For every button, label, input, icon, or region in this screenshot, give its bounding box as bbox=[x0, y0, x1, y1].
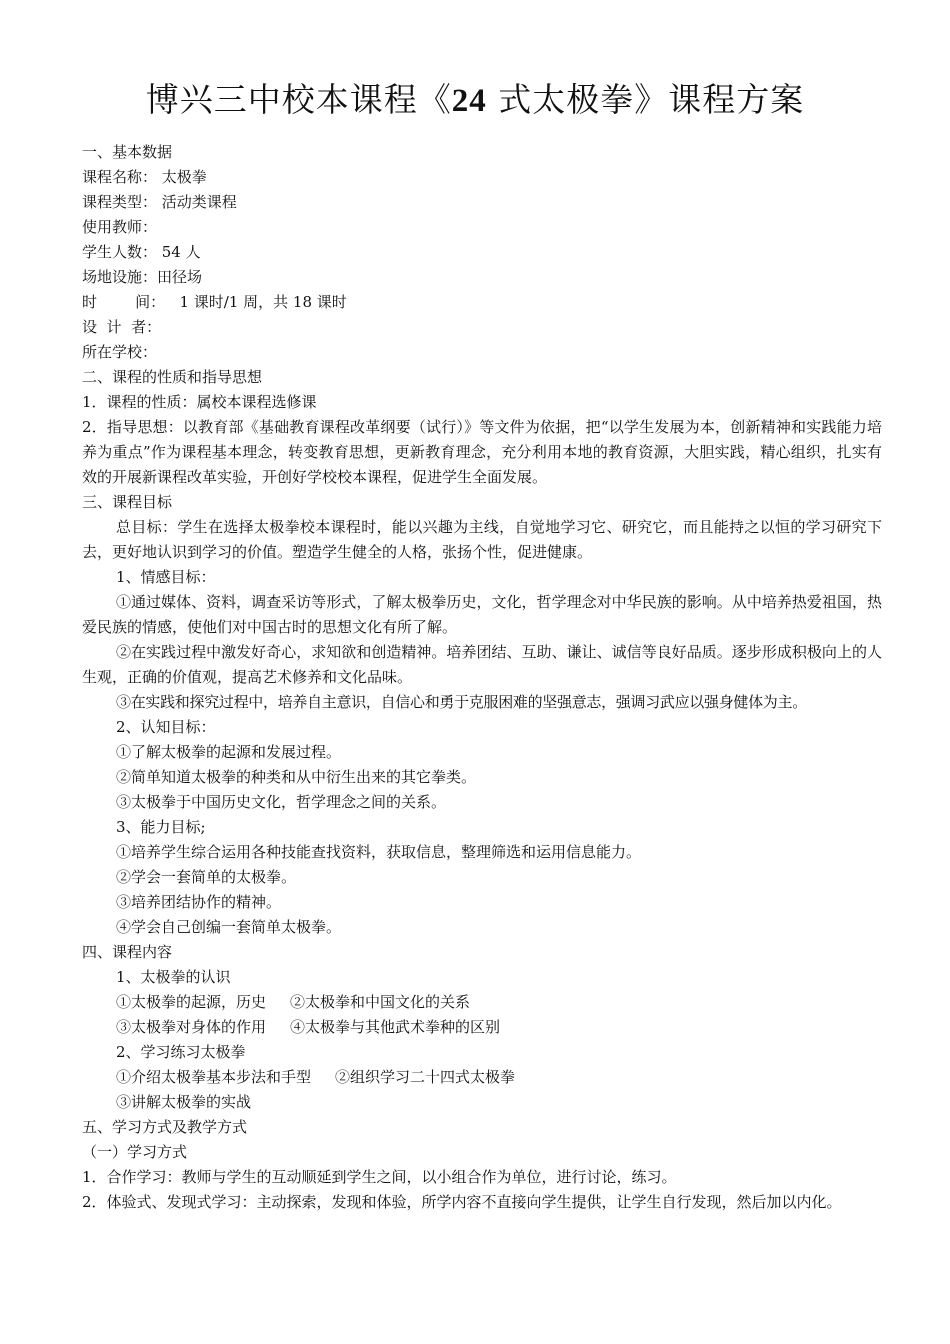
title-suffix: 式太极拳》课程方案 bbox=[486, 80, 805, 119]
content-item-row bbox=[82, 990, 882, 1015]
content-item: ①太极拳的起源，历史 bbox=[116, 993, 267, 1011]
subsection-heading-learning: （一）学习方式 bbox=[82, 1143, 188, 1161]
cognitive-goal-item: ②简单知道太极拳的种类和从中衍生出来的其它拳类。 bbox=[116, 768, 477, 786]
section-heading-methods: 五、学习方式及教学方式 bbox=[82, 1118, 248, 1136]
overall-goal-paragraph: 总目标：学生在选择太极拳校本课程时，能以兴趣为主线，自觉地学习它、研究它，而且能持之以恒的学习研究下去，更好地认识到学习的价值。塑造学生健全的人格，张扬个性，促进健康。 bbox=[82, 518, 882, 561]
content-item: ②太极拳和中国文化的关系 bbox=[290, 993, 471, 1011]
ability-goal-heading: 3、能力目标; bbox=[116, 818, 206, 836]
emotion-goal-heading: 1、情感目标： bbox=[116, 568, 216, 586]
teacher-row: 使用教师： bbox=[82, 218, 158, 236]
content-item-row bbox=[82, 1065, 882, 1090]
content-item-row bbox=[82, 1015, 882, 1040]
document-title bbox=[0, 76, 950, 125]
content-item: ③讲解太极拳的实战 bbox=[116, 1093, 252, 1111]
school-row: 所在学校： bbox=[82, 343, 158, 361]
students-row: 学生人数： 54 人 bbox=[82, 243, 201, 261]
learning-method-item: 2．体验式、发现式学习：主动探索，发现和体验，所学内容不直接向学生提供，让学生自行发现，然后加以内化。 bbox=[82, 1193, 842, 1211]
section-heading-nature: 二、课程的性质和指导思想 bbox=[82, 368, 263, 386]
course-nature: 1．课程的性质：属校本课程选修课 bbox=[82, 393, 317, 411]
section-heading-basic-data: 一、基本数据 bbox=[82, 143, 173, 161]
content-part-heading: 2、学习练习太极拳 bbox=[116, 1043, 246, 1061]
content-item: ④太极拳与其他武术拳种的区别 bbox=[290, 1018, 501, 1036]
learning-method-item: 1．合作学习：教师与学生的互动顺延到学生之间，以小组合作为单位，进行讨论，练习。 bbox=[82, 1168, 677, 1186]
ability-goal-item: ①培养学生综合运用各种技能查找资料，获取信息，整理筛选和运用信息能力。 bbox=[116, 843, 642, 861]
emotion-goal-item: ③在实践和探究过程中，培养自主意识，自信心和勇于克服困难的坚强意志，强调习武应以强身健体为主。 bbox=[116, 693, 807, 711]
course-type-row: 课程类型： 活动类课程 bbox=[82, 193, 237, 211]
time-row: 时 间： 1 课时/1 周，共 18 课时 bbox=[82, 293, 347, 311]
cognitive-goal-heading: 2、认知目标： bbox=[116, 718, 216, 736]
designer-row: 设 计 者： bbox=[82, 318, 162, 336]
cognitive-goal-item: ①了解太极拳的起源和发展过程。 bbox=[116, 743, 342, 761]
emotion-goal-item: ②在实践过程中激发好奇心，求知欲和创造精神。培养团结、互助、谦让、诚信等良好品质。逐步形成积极向上的人生观，正确的价值观，提高艺术修养和文化品味。 bbox=[82, 643, 882, 686]
cognitive-goal-item: ③太极拳于中国历史文化，哲学理念之间的关系。 bbox=[116, 793, 447, 811]
guiding-ideology-paragraph: 2．指导思想：以教育部《基础教育课程改革纲要（试行）》等文件为依据，把“以学生发展为本，创新精神和实践能力培养为重点”作为课程基本理念，转变教育思想，更新教育理念，充分利用本地的教育资源，大胆实践，精心组织，扎实有效的开展新课程改革实验，开创好学校校本课程，促进学生全面发展。 bbox=[82, 418, 882, 486]
emotion-goal-item: ①通过媒体、资料，调查采访等形式，了解太极拳历史，文化，哲学理念对中华民族的影响。从中培养热爱祖国，热爱民族的情感，使他们对中国古时的思想文化有所了解。 bbox=[82, 593, 882, 636]
ability-goal-item: ④学会自己创编一套简单太极拳。 bbox=[116, 918, 342, 936]
ability-goal-item: ③培养团结协作的精神。 bbox=[116, 893, 282, 911]
content-item: ②组织学习二十四式太极拳 bbox=[335, 1068, 516, 1086]
section-heading-content: 四、课程内容 bbox=[82, 943, 173, 961]
title-prefix: 博兴三中校本课程《 bbox=[145, 80, 452, 119]
course-name-row: 课程名称： 太极拳 bbox=[82, 168, 207, 186]
section-heading-goals: 三、课程目标 bbox=[82, 493, 173, 511]
content-item: ①介绍太极拳基本步法和手型 bbox=[116, 1068, 312, 1086]
document-body bbox=[82, 140, 882, 1215]
title-number: 24 bbox=[451, 83, 487, 119]
venue-row: 场地设施：田径场 bbox=[82, 268, 203, 286]
ability-goal-item: ②学会一套简单的太极拳。 bbox=[116, 868, 297, 886]
content-item: ③太极拳对身体的作用 bbox=[116, 1018, 267, 1036]
content-part-heading: 1、太极拳的认识 bbox=[116, 968, 231, 986]
